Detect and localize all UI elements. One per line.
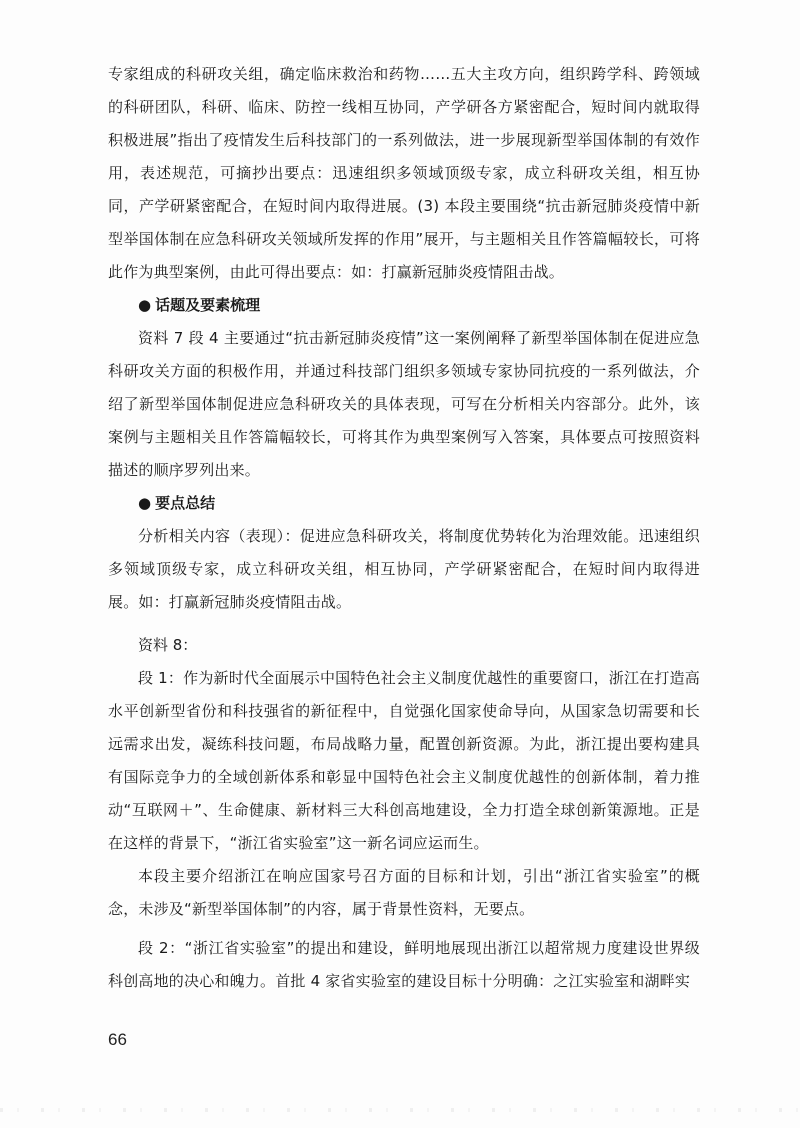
paragraph-analysis: 资料 7 段 4 主要通过“抗击新冠肺炎疫情”这一案例阐释了新型举国体制在促进应急科研攻关方面的积极作用，并通过科技部门组织多领域专家协同抗疫的一系列做法，介绍了新型举国体制促进应急科研攻关的具体表现，可写在分析相关内容部分。此外，该案例与主题相关且作答篇幅较长，可将其作为典型案例写入答案，具体要点可按照资料描述的顺序罗列出来。 <box>108 329 700 479</box>
paragraph-material-8-section-1: 段 1：作为新时代全面展示中国特色社会主义制度优越性的重要窗口，浙江在打造高水平创新型省份和科技强省的新征程中，自觉强化国家使命导向，从国家急切需要和长远需求出发，凝练科技问题，布局战略力量，配置创新资源。为此，浙江提出要构建具有国际竞争力的全域创新体系和彰显中国特色社会主义制度优越性的创新体制，着力推动“互联网＋”、生命健康、新材料三大科创高地建设，全力打造全球创新策源地。正是在这样的背景下，“浙江省实验室”这一新名词应运而生。 <box>108 669 700 852</box>
bullet-icon: ● <box>138 494 152 512</box>
paragraph-summary: 分析相关内容（表现）：促进应急科研攻关，将制度优势转化为治理效能。迅速组织多领域顶级专家，成立科研攻关组，相互协同，产学研紧密配合，在短时间内取得进展。如：打赢新冠肺炎疫情阻击战。 <box>108 527 700 611</box>
page-content <box>108 58 700 998</box>
section-heading-topics <box>108 289 700 322</box>
section-heading-summary <box>108 487 700 520</box>
paragraph-continued: 专家组成的科研攻关组，确定临床救治和药物……五大主攻方向，组织跨学科、跨领域的科研团队，科研、临床、防控一线相互协同，产学研各方紧密配合，短时间内就取得积极进展”指出了疫情发生后科技部门的一系列做法，进一步展现新型举国体制的有效作用，表述规范，可摘抄出要点：迅速组织多领域顶级专家，成立科研攻关组，相互协同，产学研紧密配合，在短时间内取得进展。(3) 本段主要围绕“抗击新冠肺炎疫情中新型举国体制在应急科研攻关领域所发挥的作用”展开，与主题相关且作答篇幅较长，可将此作为典型案例，由此可得出要点：如：打赢新冠肺炎疫情阻击战。 <box>108 65 700 281</box>
heading-text: 话题及要素梳理 <box>155 296 261 314</box>
page-number: 66 <box>108 1030 127 1049</box>
bullet-icon: ● <box>138 296 152 314</box>
paragraph-commentary: 本段主要介绍浙江在响应国家号召方面的目标和计划，引出“浙江省实验室”的概念，未涉及“新型举国体制”的内容，属于背景性资料，无要点。 <box>108 867 700 918</box>
paragraph-material-8-section-2: 段 2：“浙江省实验室”的提出和建设，鲜明地展现出浙江以超常规力度建设世界级科创高地的决心和魄力。首批 4 家省实验室的建设目标十分明确：之江实验室和湖畔实 <box>108 939 700 990</box>
material-label: 资料 8： <box>138 636 198 654</box>
scan-artifact <box>0 1108 800 1112</box>
heading-text: 要点总结 <box>155 494 216 512</box>
